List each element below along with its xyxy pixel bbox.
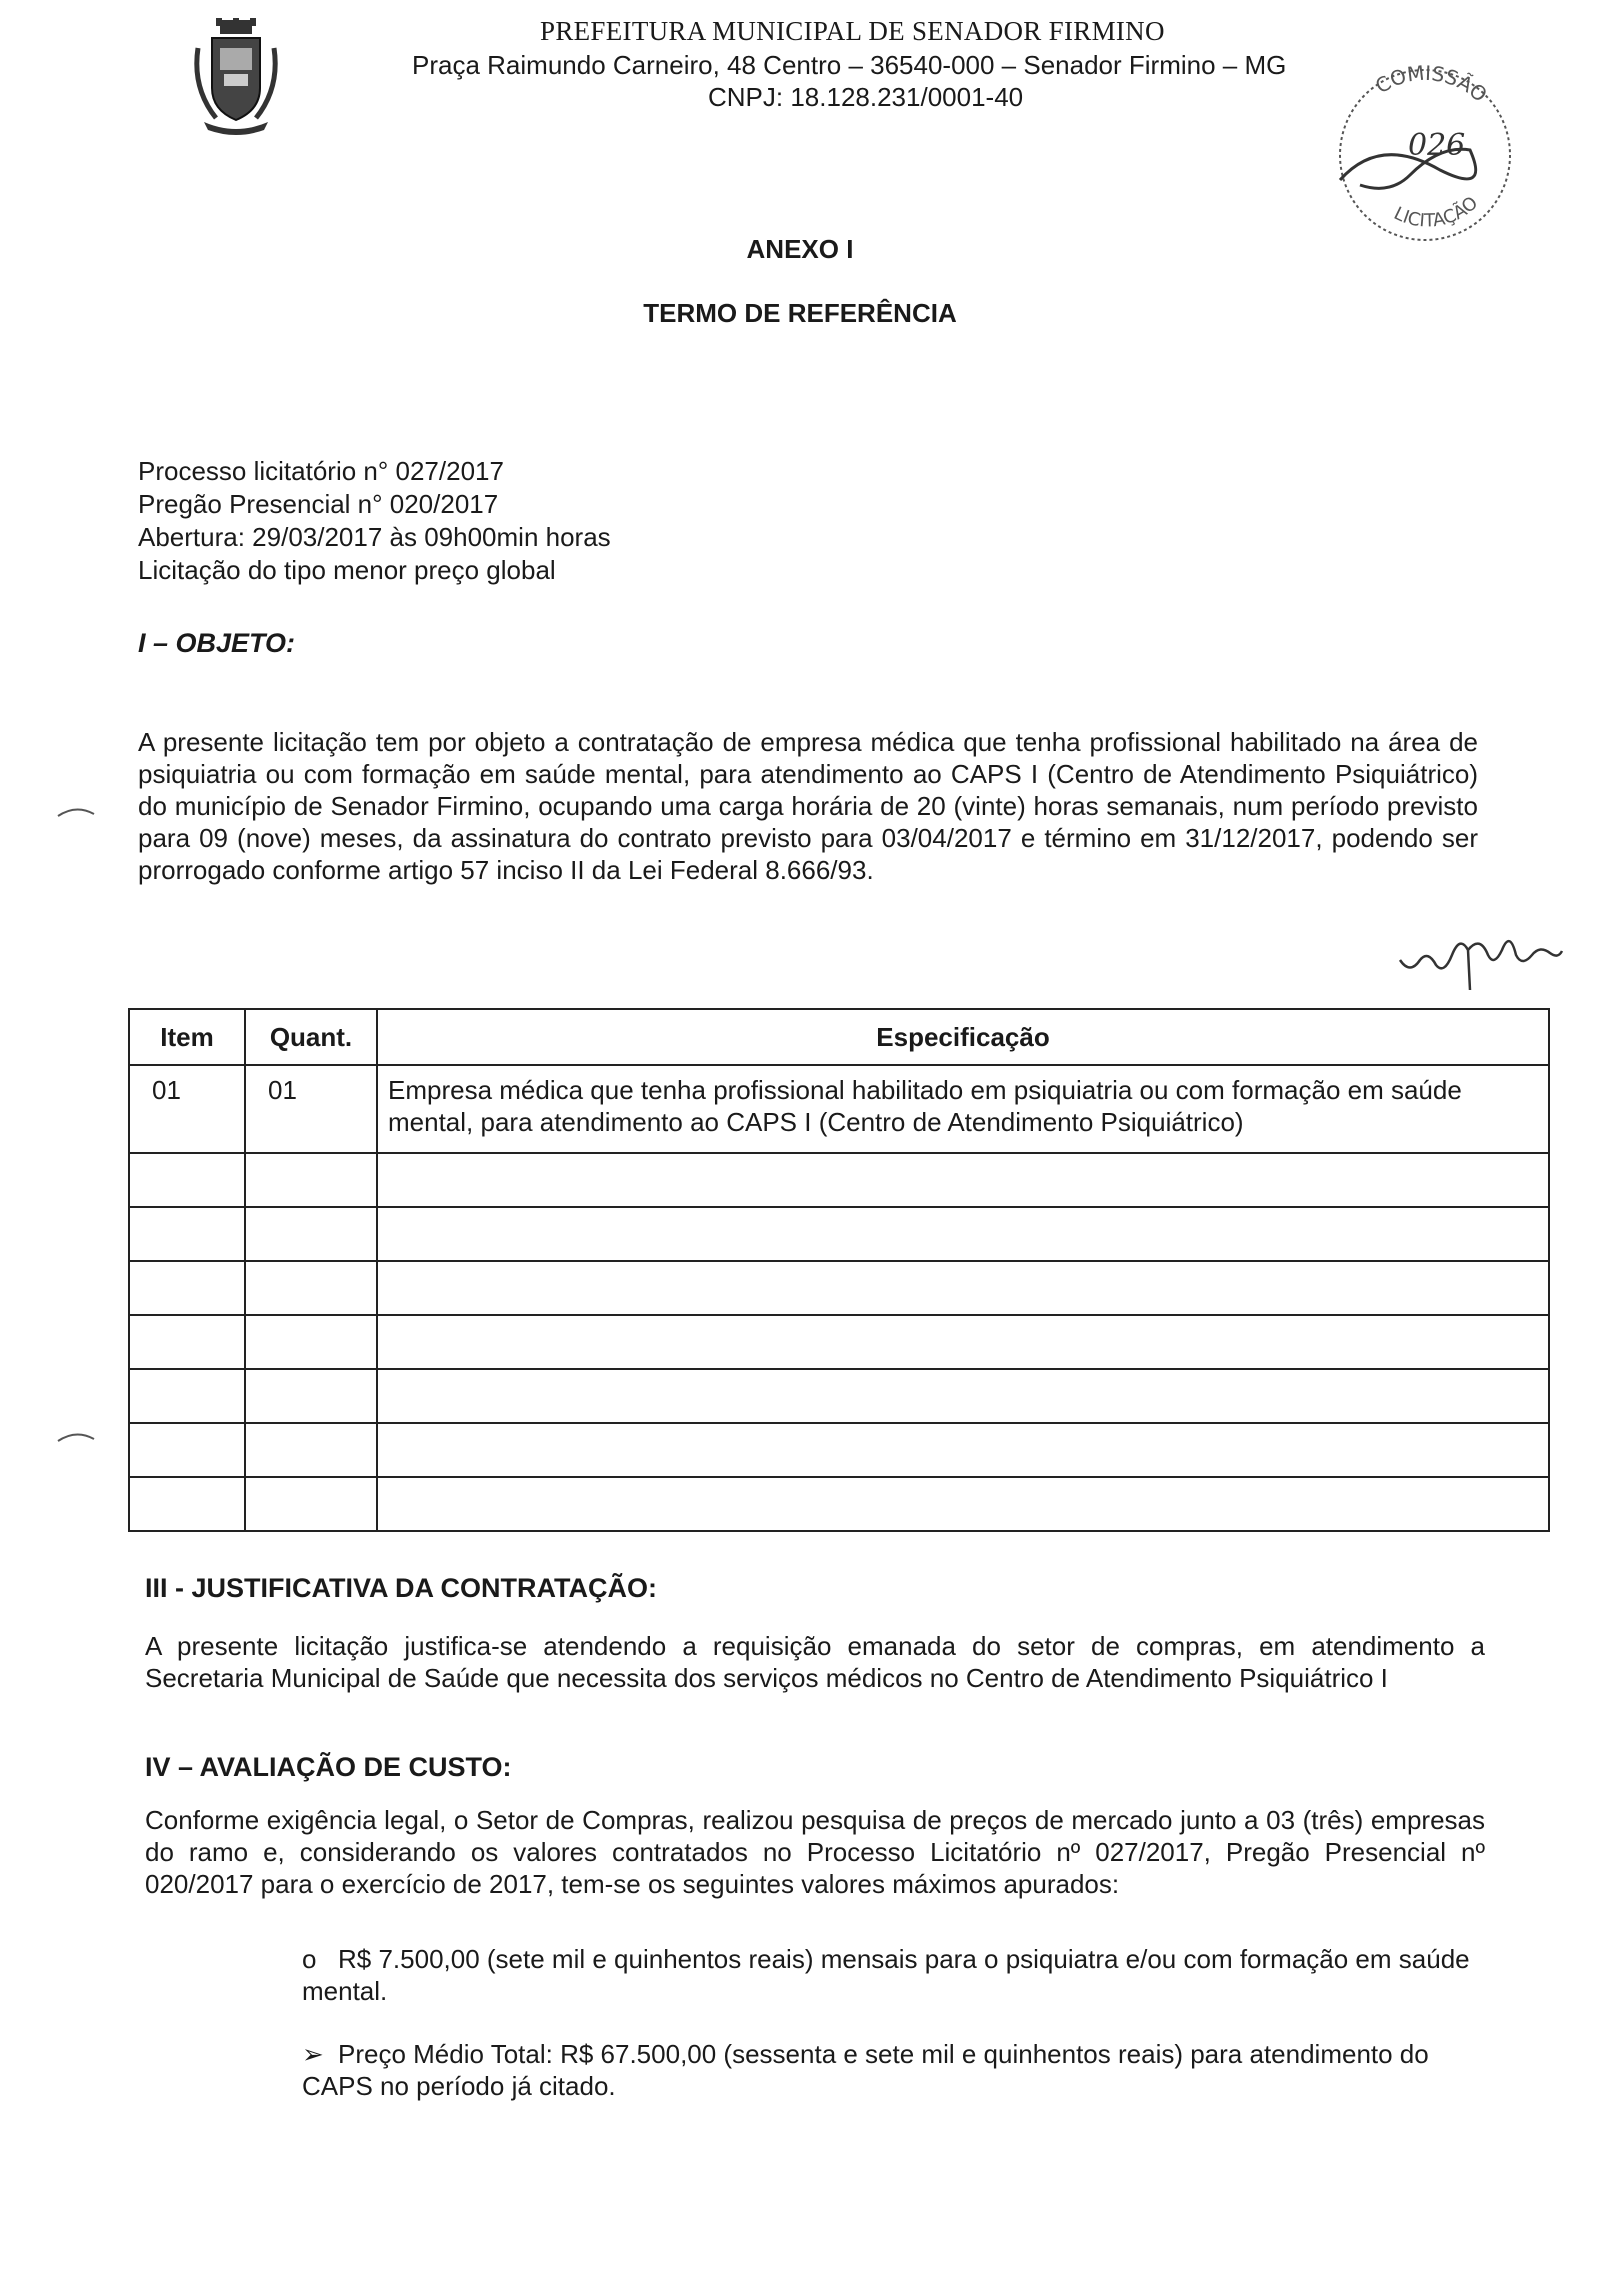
auction-number: Pregão Presencial n° 020/2017 xyxy=(138,489,499,519)
col-header-item: Item xyxy=(129,1009,245,1065)
table-row-empty xyxy=(129,1369,1549,1423)
avaliacao-text: Conforme exigência legal, o Setor de Compras, realizou pesquisa de preços de mercado junto a 03 (três) empresas do ramo e, considerando os valores contratados no Processo Licitatório nº 027/2017, Pregão Presencial nº 020/2017 para o exercício de 2017, tem-se os seguintes valores máximos apurados: xyxy=(145,1805,1485,1899)
avaliacao-heading: IV – AVALIAÇÃO DE CUSTO: xyxy=(145,1752,512,1782)
arrow-bullet-icon: ➢ xyxy=(302,2039,324,2069)
bid-type: Licitação do tipo menor preço global xyxy=(138,555,556,585)
process-info xyxy=(138,455,611,587)
org-name: PREFEITURA MUNICIPAL DE SENADOR FIRMINO xyxy=(540,16,1165,46)
col-header-qty: Quant. xyxy=(245,1009,377,1065)
margin-mark xyxy=(56,1425,96,1445)
table-row-empty xyxy=(129,1207,1549,1261)
col-header-spec: Especificação xyxy=(377,1009,1549,1065)
table-row-empty xyxy=(129,1315,1549,1369)
justificativa-heading: III - JUSTIFICATIVA DA CONTRATAÇÃO: xyxy=(145,1573,657,1603)
svg-text:LICITAÇÃO: LICITAÇÃO xyxy=(1390,192,1483,232)
org-cnpj: CNPJ: 18.128.231/0001-40 xyxy=(708,82,1024,112)
annex-title: ANEXO I xyxy=(746,234,854,264)
cost-item-total xyxy=(302,2038,1482,2102)
cell-item: 01 xyxy=(129,1065,245,1153)
justificativa-text: A presente licitação justifica-se atendendo a requisição emanada do setor de compras, em atendimento a Secretaria Municipal de Saúde que necessita dos serviços médicos no Centro de Atendimento Psiquiátrico I xyxy=(145,1631,1485,1693)
table-row-empty xyxy=(129,1477,1549,1531)
table-row-empty xyxy=(129,1423,1549,1477)
commission-stamp xyxy=(1320,55,1530,245)
table-row-empty xyxy=(129,1261,1549,1315)
svg-text:026: 026 xyxy=(1408,128,1466,163)
municipal-crest-logo xyxy=(190,18,282,136)
cost-item-total-text: Preço Médio Total: R$ 67.500,00 (sessenta e sete mil e quinhentos reais) para atendimento do CAPS no período já citado. xyxy=(302,2039,1429,2101)
org-address: Praça Raimundo Carneiro, 48 Centro – 36540-000 – Senador Firmino – MG xyxy=(412,50,1287,80)
process-number: Processo licitatório n° 027/2017 xyxy=(138,456,504,486)
table-header-row xyxy=(129,1009,1549,1065)
handwritten-signature xyxy=(1390,905,1570,995)
cell-qty: 01 xyxy=(245,1065,377,1153)
cell-spec: Empresa médica que tenha profissional habilitado em psiquiatria ou com formação em saúde mental, para atendimento ao CAPS I (Centro de Atendimento Psiquiátrico) xyxy=(377,1065,1549,1153)
cost-item-monthly xyxy=(302,1943,1482,2007)
items-table xyxy=(128,1008,1550,1532)
table-row xyxy=(129,1065,1549,1153)
bullet-circle-icon: o xyxy=(302,1944,317,1974)
reference-term-title: TERMO DE REFERÊNCIA xyxy=(643,298,957,328)
margin-mark xyxy=(56,800,96,820)
svg-text:COMISSÃO: COMISSÃO xyxy=(1371,60,1492,107)
table-row-empty xyxy=(129,1153,1549,1207)
cost-item-monthly-text: R$ 7.500,00 (sete mil e quinhentos reais) mensais para o psiquiatra e/ou com formação em saúde mental. xyxy=(302,1944,1470,2006)
objeto-heading: I – OBJETO: xyxy=(138,628,296,658)
objeto-text: A presente licitação tem por objeto a contratação de empresa médica que tenha profissional habilitado na área de psiquiatria ou com formação em saúde mental, para atendimento ao CAPS I (Centro de Atendimento Psiquiátrico) do município de Senador Firmino, ocupando uma carga horária de 20 (vinte) horas semanais, num período previsto para 09 (nove) meses, da assinatura do contrato previsto para 03/04/2017 e término em 31/12/2017, podendo ser prorrogado conforme artigo 57 inciso II da Lei Federal 8.666/93. xyxy=(138,727,1478,885)
opening-date: Abertura: 29/03/2017 às 09h00min horas xyxy=(138,522,611,552)
